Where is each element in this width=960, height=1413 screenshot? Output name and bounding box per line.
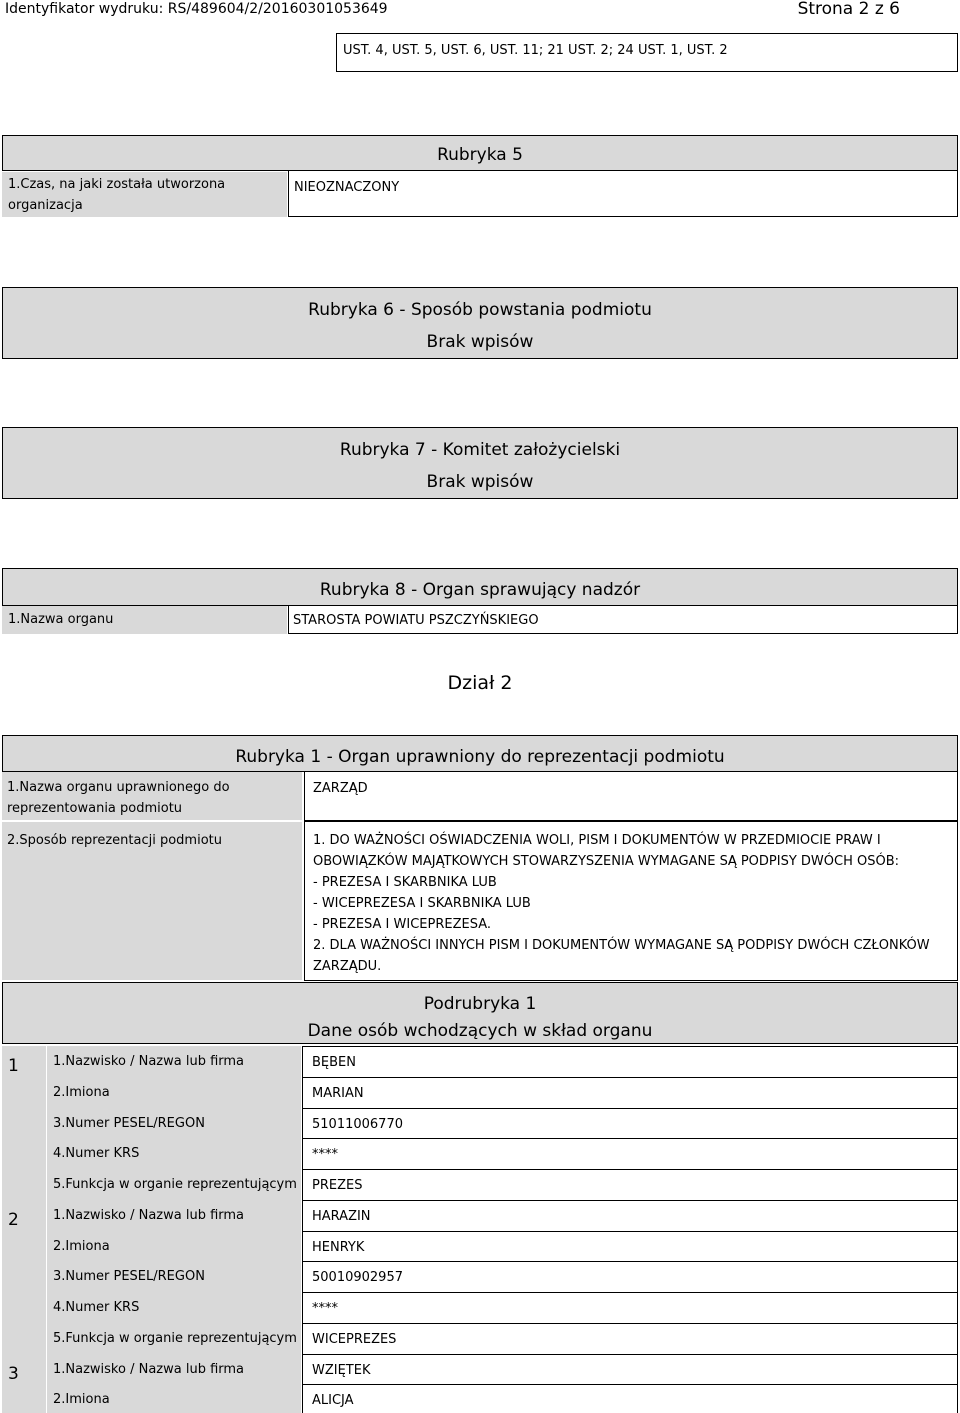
person-field-label: 5.Funkcja w organie reprezentującym bbox=[47, 1169, 301, 1200]
person-number: 3 bbox=[2, 1354, 46, 1413]
person-field-label: 4.Numer KRS bbox=[47, 1292, 301, 1323]
rubryka-5-value: NIEOZNACZONY bbox=[288, 170, 958, 217]
rubryka-8-label: 1.Nazwa organu bbox=[2, 606, 287, 634]
rubryka-8-value: STAROSTA POWIATU PSZCZYŃSKIEGO bbox=[288, 605, 958, 634]
rubryka-7-empty: Brak wpisów bbox=[426, 472, 534, 492]
legal-basis-box: UST. 4, UST. 5, UST. 6, UST. 11; 21 UST. 2; 24 UST. 1, UST. 2 bbox=[336, 33, 958, 72]
person-field-label: 1.Nazwisko / Nazwa lub firma bbox=[47, 1046, 301, 1077]
person-field-value: WZIĘTEK bbox=[302, 1354, 958, 1385]
rubryka-1-value-1: ZARZĄD bbox=[304, 771, 958, 821]
person-field-value: PREZES bbox=[302, 1169, 958, 1200]
person-field-value: 50010902957 bbox=[302, 1261, 958, 1292]
person-field-value: **** bbox=[302, 1292, 958, 1323]
person-field-label: 3.Numer PESEL/REGON bbox=[47, 1261, 301, 1292]
person-field-label: 4.Numer KRS bbox=[47, 1138, 301, 1169]
rubryka-1-title: Rubryka 1 - Organ uprawniony do reprezentacji podmiotu bbox=[2, 735, 958, 772]
person-number: 2 bbox=[2, 1200, 46, 1354]
rubryka-5-label: 1.Czas, na jaki została utworzona organizacja bbox=[2, 172, 287, 217]
page-number: Strona 2 z 6 bbox=[797, 0, 900, 19]
person-field-label: 2.Imiona bbox=[47, 1231, 301, 1262]
person-field-value: MARIAN bbox=[302, 1077, 958, 1108]
rubryka-1-label-1: 1.Nazwa organu uprawnionego do reprezentowania podmiotu bbox=[2, 772, 302, 820]
person-field-label: 2.Imiona bbox=[47, 1077, 301, 1108]
dzial-title: Dział 2 bbox=[447, 672, 513, 694]
rubryka-1-label-2: 2.Sposób reprezentacji podmiotu bbox=[2, 822, 302, 980]
person-field-value: BĘBEN bbox=[302, 1046, 958, 1077]
person-field-label: 1.Nazwisko / Nazwa lub firma bbox=[47, 1200, 301, 1231]
print-identifier: Identyfikator wydruku: RS/489604/2/20160301053649 bbox=[5, 1, 388, 17]
rubryka-6 bbox=[2, 287, 958, 359]
person-field-label: 2.Imiona bbox=[47, 1384, 301, 1413]
person-field-value: HARAZIN bbox=[302, 1200, 958, 1231]
person-field-value: HENRYK bbox=[302, 1231, 958, 1262]
person-field-value: ALICJA bbox=[302, 1384, 958, 1413]
podrubryka-1-subtitle: Dane osób wchodzących w skład organu bbox=[307, 1021, 653, 1041]
podrubryka-1-title: Podrubryka 1 bbox=[423, 994, 537, 1014]
person-field-label: 3.Numer PESEL/REGON bbox=[47, 1108, 301, 1139]
podrubryka-1 bbox=[2, 982, 958, 1044]
rubryka-7-title: Rubryka 7 - Komitet założycielski bbox=[339, 440, 621, 460]
person-field-value: 51011006770 bbox=[302, 1108, 958, 1139]
rubryka-6-title: Rubryka 6 - Sposób powstania podmiotu bbox=[308, 300, 652, 320]
person-field-value: **** bbox=[302, 1138, 958, 1169]
person-field-value: WICEPREZES bbox=[302, 1323, 958, 1354]
rubryka-7 bbox=[2, 427, 958, 499]
person-field-label: 1.Nazwisko / Nazwa lub firma bbox=[47, 1354, 301, 1385]
person-field-label: 5.Funkcja w organie reprezentującym bbox=[47, 1323, 301, 1354]
rubryka-8-title: Rubryka 8 - Organ sprawujący nadzór bbox=[2, 568, 958, 606]
rubryka-5-title: Rubryka 5 bbox=[2, 135, 958, 171]
rubryka-6-empty: Brak wpisów bbox=[426, 332, 534, 352]
rubryka-1-value-2: 1. DO WAŻNOŚCI OŚWIADCZENIA WOLI, PISM I DOKUMENTÓW W PRZEDMIOCIE PRAW I OBOWIĄZKÓW MAJĄTKOWYCH STOWARZYSZENIA WYMAGANE SĄ PODPISY DWÓCH OSÓB: - PREZESA I SKARBNIKA LUB - WICEPREZESA I SKARBNIKA LUB - PREZESA I WICEPREZESA. 2. DLA WAŻNOŚCI INNYCH PISM I DOKUMENTÓW WYMAGANE SĄ PODPISY DWÓCH CZŁONKÓW ZARZĄDU. bbox=[304, 821, 958, 981]
person-number: 1 bbox=[2, 1046, 46, 1200]
